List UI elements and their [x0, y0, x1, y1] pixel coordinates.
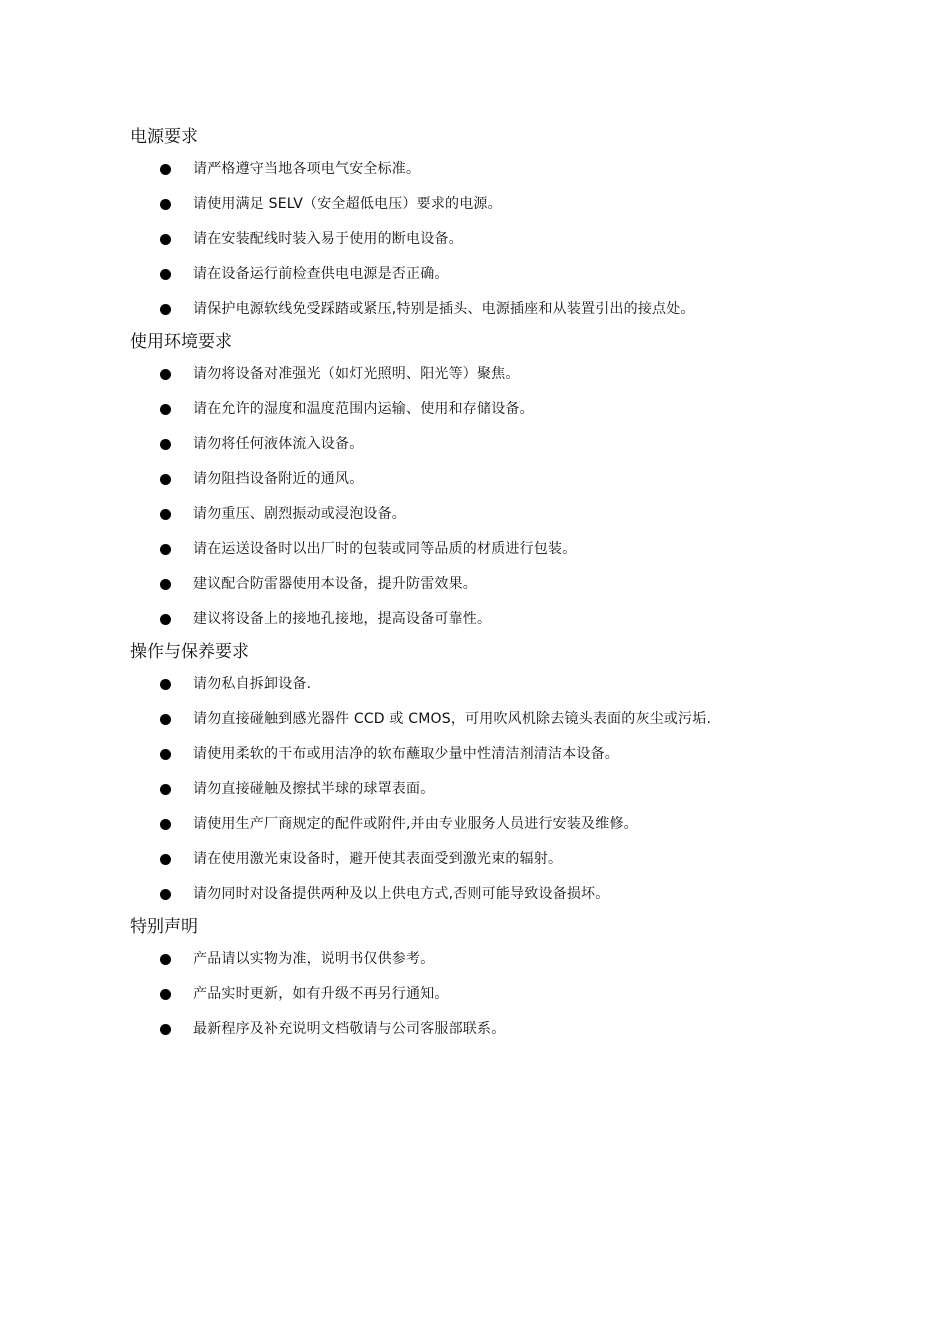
list-item-text: 请勿阻挡设备附近的通风。: [193, 471, 364, 487]
bullet-icon: [160, 819, 171, 830]
bullet-icon: [160, 439, 171, 450]
bullet-icon: [160, 579, 171, 590]
list-item: [130, 877, 830, 912]
bullet-icon: [160, 369, 171, 380]
list-item: [130, 807, 830, 842]
bullet-icon: [160, 474, 171, 485]
list-item: [130, 667, 830, 702]
bullet-icon: [160, 854, 171, 865]
list-item: [130, 737, 830, 772]
list-item: [130, 532, 830, 567]
list-item-text: 请使用柔软的干布或用洁净的软布蘸取少量中性清洁剂清洁本设备。: [193, 746, 619, 762]
bullet-icon: [160, 749, 171, 760]
list-item-text: 请勿直接碰触及擦拭半球的球罩表面。: [193, 781, 435, 797]
list-item: [130, 702, 830, 737]
list-item-text: 请在运送设备时以出厂时的包装或同等品质的材质进行包装。: [193, 541, 577, 557]
section-title-power: 电源要求: [130, 127, 198, 147]
list-item: [130, 152, 830, 187]
list-item: [130, 257, 830, 292]
environment-requirements-list: [130, 357, 830, 637]
bullet-icon: [160, 714, 171, 725]
list-item-text: 产品实时更新，如有升级不再另行通知。: [193, 986, 449, 1002]
bullet-icon: [160, 199, 171, 210]
bullet-icon: [160, 889, 171, 900]
list-item-text: 请在安装配线时装入易于使用的断电设备。: [193, 231, 463, 247]
list-item-text: 请勿重压、剧烈振动或浸泡设备。: [193, 506, 406, 522]
bullet-icon: [160, 404, 171, 415]
list-item: [130, 462, 830, 497]
list-item-text: 请在允许的湿度和温度范围内运输、使用和存储设备。: [193, 401, 534, 417]
bullet-icon: [160, 679, 171, 690]
list-item-text: 请勿将任何液体流入设备。: [193, 436, 364, 452]
bullet-icon: [160, 989, 171, 1000]
list-item: [130, 292, 830, 327]
special-notice-list: [130, 942, 830, 1047]
list-item-text: 请勿直接碰触到感光器件 CCD 或 CMOS，可用吹风机除去镜头表面的灰尘或污垢.: [193, 711, 712, 727]
list-item: [130, 1012, 830, 1047]
bullet-icon: [160, 544, 171, 555]
list-item: [130, 187, 830, 222]
list-item: [130, 497, 830, 532]
list-item: [130, 772, 830, 807]
list-item-text: 请使用满足 SELV（安全超低电压）要求的电源。: [193, 196, 502, 212]
list-item-text: 产品请以实物为准，说明书仅供参考。: [193, 951, 435, 967]
bullet-icon: [160, 954, 171, 965]
list-item: [130, 392, 830, 427]
list-item-text: 请勿私自拆卸设备.: [193, 676, 312, 692]
bullet-icon: [160, 509, 171, 520]
list-item: [130, 357, 830, 392]
list-item: [130, 842, 830, 877]
section-title-environment: 使用环境要求: [130, 332, 232, 352]
list-item-text: 请在使用激光束设备时，避开使其表面受到激光束的辐射。: [193, 851, 563, 867]
list-item-text: 建议将设备上的接地孔接地，提高设备可靠性。: [193, 611, 492, 627]
bullet-icon: [160, 234, 171, 245]
list-item: [130, 942, 830, 977]
list-item-text: 请使用生产厂商规定的配件或附件,并由专业服务人员进行安装及维修。: [193, 816, 638, 832]
operation-requirements-list: [130, 667, 830, 912]
bullet-icon: [160, 304, 171, 315]
section-title-special-notice: 特别声明: [130, 917, 198, 937]
section-title-operation: 操作与保养要求: [130, 642, 249, 662]
list-item-text: 请勿将设备对准强光（如灯光照明、阳光等）聚焦。: [193, 366, 520, 382]
list-item-text: 请严格遵守当地各项电气安全标准。: [193, 161, 421, 177]
list-item-text: 请勿同时对设备提供两种及以上供电方式,否则可能导致设备损坏。: [193, 886, 610, 902]
list-item: [130, 977, 830, 1012]
list-item: [130, 567, 830, 602]
bullet-icon: [160, 269, 171, 280]
bullet-icon: [160, 784, 171, 795]
power-requirements-list: [130, 152, 830, 327]
document-content: [130, 122, 830, 1047]
list-item-text: 请保护电源软线免受踩踏或紧压,特别是插头、电源插座和从装置引出的接点处。: [193, 301, 695, 317]
bullet-icon: [160, 1024, 171, 1035]
bullet-icon: [160, 164, 171, 175]
list-item: [130, 602, 830, 637]
list-item: [130, 222, 830, 257]
list-item-text: 最新程序及补充说明文档敬请与公司客服部联系。: [193, 1021, 506, 1037]
list-item-text: 请在设备运行前检查供电电源是否正确。: [193, 266, 449, 282]
bullet-icon: [160, 614, 171, 625]
list-item: [130, 427, 830, 462]
list-item-text: 建议配合防雷器使用本设备，提升防雷效果。: [193, 576, 477, 592]
